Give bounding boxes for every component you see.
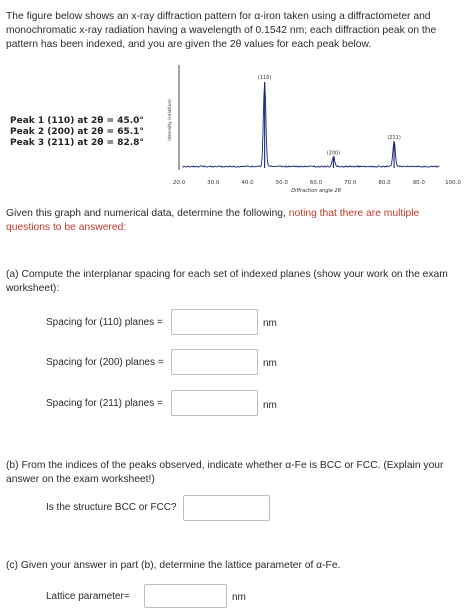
spacing-110-label: Spacing for (110) planes = (46, 317, 163, 328)
x-tick-label: 100.0 (445, 180, 461, 186)
peak-label-1: (110) (257, 75, 272, 81)
lattice-parameter-input[interactable] (144, 584, 227, 608)
part-a-line-1: (a) Compute the interplanar spacing for each set of indexed planes (show your work on the exam (6, 269, 448, 280)
part-b-line-2: answer on the exam worksheet!) (6, 474, 155, 485)
intro-line-2: monochromatic x-ray radiation having a wavelength of 0.1542 nm; each diffraction peak on the (6, 25, 437, 36)
x-tick-label: 70.0 (344, 180, 357, 186)
part-a-prompt (6, 268, 468, 296)
peak-3: Peak 3 (211) at 2θ = 82.8° (10, 138, 144, 148)
bcc-fcc-label: Is the structure BCC or FCC? (46, 502, 177, 513)
diffraction-trace (182, 82, 439, 167)
x-tick-label: 50.0 (275, 180, 288, 186)
peak-2: Peak 2 (200) at 2θ = 65.1° (10, 127, 144, 137)
x-tick-label: 80.0 (378, 180, 391, 186)
intro-line-3: pattern has been indexed, and you are given the 2θ values for each peak below. (6, 39, 372, 50)
given-line-1b: noting that there are multiple (288, 208, 420, 219)
y-axis-label: Intensity (relative) (168, 99, 173, 141)
x-tick-label: 30.0 (207, 180, 220, 186)
spacing-200-unit: nm (263, 358, 277, 369)
peak-label-2: (200) (326, 150, 341, 157)
spacing-110-input[interactable] (171, 309, 258, 335)
spacing-211-input[interactable] (171, 390, 258, 416)
peak-list (10, 116, 144, 149)
spacing-211-unit: nm (263, 400, 277, 411)
x-tick-label: 60.0 (309, 180, 323, 186)
part-b-line-1: (b) From the indices of the peaks observed, indicate whether α-Fe is BCC or FCC. (Explain your (6, 460, 444, 471)
spacing-200-label: Spacing for (200) planes = (46, 357, 164, 368)
bcc-fcc-input[interactable] (183, 495, 270, 521)
peak-label-3: (211) (387, 135, 401, 142)
given-line-2: questions to be answered: (6, 222, 127, 233)
part-c-line-1: (c) Given your answer in part (b), determine the lattice parameter of α-Fe. (6, 560, 341, 571)
lattice-parameter-unit: nm (232, 592, 246, 603)
lattice-parameter-label: Lattice parameter= (46, 591, 130, 602)
part-b-prompt (6, 459, 468, 487)
spacing-200-input[interactable] (171, 349, 258, 375)
spacing-211-label: Spacing for (211) planes = (46, 398, 163, 409)
xrd-chart (163, 60, 468, 198)
given-line-1a: Given this graph and numerical data, determine the following, (6, 208, 289, 219)
part-a-line-2: worksheet): (6, 283, 60, 294)
peak-1: Peak 1 (110) at 2θ = 45.0° (10, 116, 144, 126)
x-axis-label: Diffraction angle 2θ (291, 188, 341, 194)
part-c-prompt (6, 559, 468, 573)
spacing-110-unit: nm (263, 318, 277, 329)
intro-text (6, 10, 468, 52)
x-tick-label: 40.0 (241, 180, 254, 186)
x-tick-label: 90.0 (412, 180, 425, 186)
given-text (6, 207, 468, 235)
intro-line-1: The figure below shows an x-ray diffraction pattern for α-iron taken using a diffractometer and (6, 11, 431, 22)
x-tick-label: 20.0 (172, 180, 186, 186)
